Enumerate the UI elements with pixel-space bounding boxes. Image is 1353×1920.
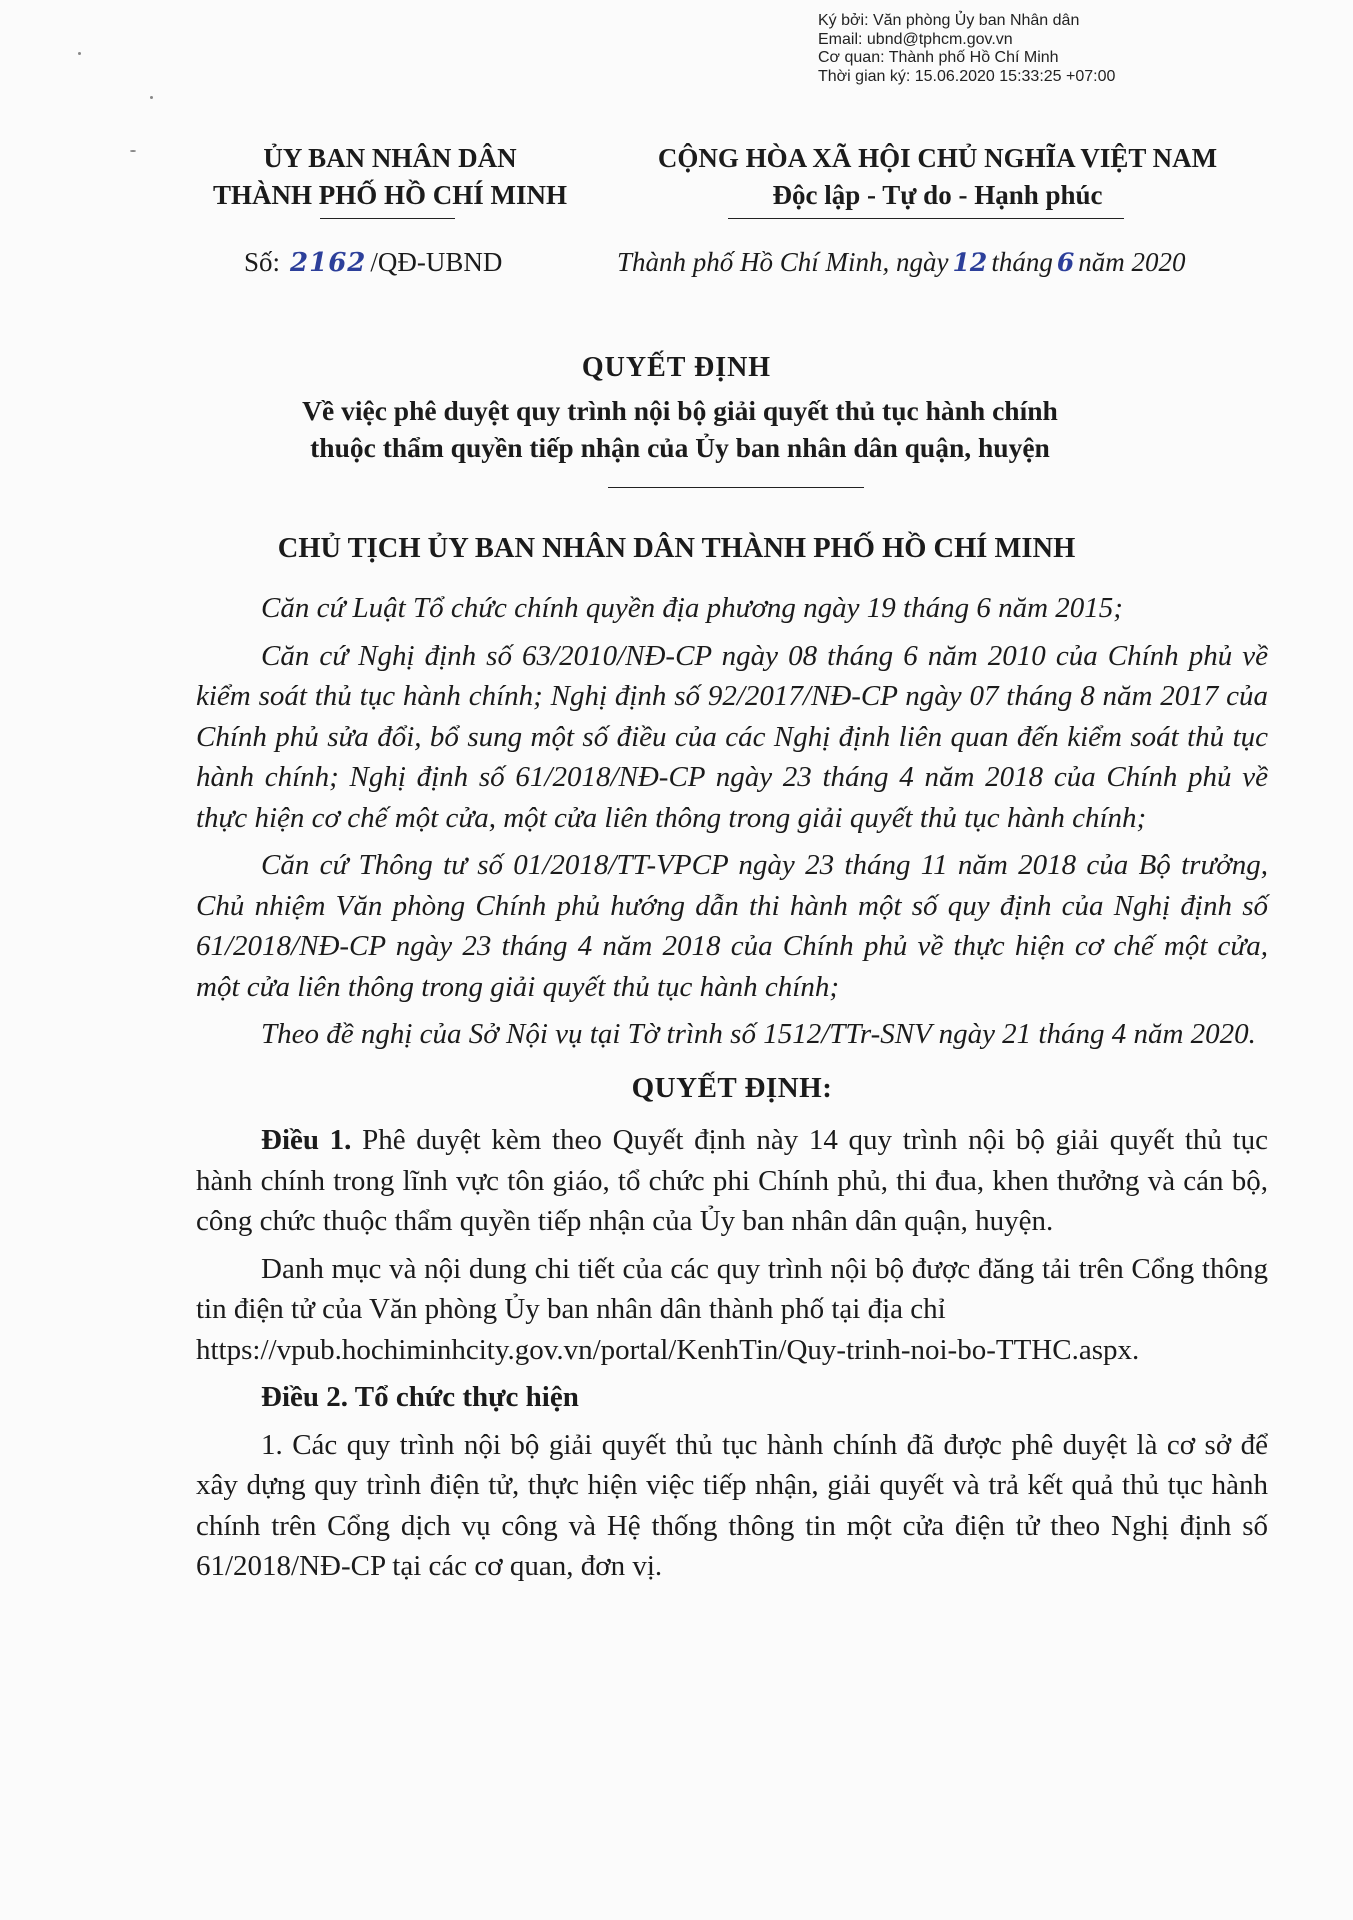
subject-line-2: thuộc thẩm quyền tiếp nhận của Ủy ban nhân dân quận, huyện	[310, 432, 1050, 463]
scan-speck	[150, 96, 153, 99]
month-label: tháng	[991, 247, 1053, 277]
issuing-organization	[170, 140, 610, 214]
signature-signer: Ký bởi: Văn phòng Ủy ban Nhân dân	[818, 12, 1080, 29]
portal-url: https://vpub.hochiminhcity.gov.vn/portal/KenhTin/Quy-trinh-noi-bo-TTHC.aspx.	[196, 1333, 1140, 1366]
subject-line-1: Về việc phê duyệt quy trình nội bộ giải quyết thủ tục hành chính	[302, 395, 1058, 426]
signature-time: Thời gian ký: 15.06.2020 15:33:25 +07:00	[818, 67, 1116, 85]
legal-basis-3: Căn cứ Thông tư số 01/2018/TT-VPCP ngày 23 tháng 11 năm 2018 của Bộ trưởng, Chủ nhiệm Văn phòng Chính phủ hướng dẫn thi hành một số quy định của Nghị định số 61/2018/NĐ-CP ngày 23 tháng 4 năm 2018 của Chính phủ về thực hiện cơ chế một cửa, một cửa liên thông trong giải quyết thủ tục hành chính;	[196, 849, 1268, 1003]
article-1	[196, 1120, 1268, 1242]
scan-speck	[130, 150, 136, 152]
scan-speck	[78, 52, 81, 55]
article-2-item-1: 1. Các quy trình nội bộ giải quyết thủ tục hành chính đã được phê duyệt là cơ sở để xây dựng quy trình điện tử, thực hiện việc tiếp nhận, giải quyết và trả kết quả thủ tục hành chính trên Cổng dịch vụ công và Hệ thống thông tin một cửa điện tử theo Nghị định số 61/2018/NĐ-CP tại các cơ quan, đơn vị.	[196, 1428, 1268, 1582]
document-number	[244, 247, 502, 278]
signature-agency: Cơ quan: Thành phố Hồ Chí Minh	[818, 49, 1059, 66]
digital-signature-block	[818, 12, 1115, 86]
year-label: năm 2020	[1078, 247, 1186, 277]
document-subject	[180, 392, 1180, 466]
org-line-1: ỦY BAN NHÂN DÂN	[263, 143, 517, 173]
article-1-text: Phê duyệt kèm theo Quyết định này 14 quy trình nội bộ giải quyết thủ tục hành chính trong lĩnh vực tôn giáo, tổ chức phi Chính phủ, thi đua, khen thưởng và cán bộ, công chức thuộc thẩm quyền tiếp nhận của Ủy ban nhân dân quận, huyện.	[196, 1124, 1268, 1237]
article-2-label: Điều 2. Tổ chức thực hiện	[261, 1381, 579, 1413]
article-1-label: Điều 1.	[261, 1124, 352, 1156]
place-and-date	[617, 247, 1185, 278]
legal-basis-4: Theo đề nghị của Sở Nội vụ tại Tờ trình số 1512/TTr-SNV ngày 21 tháng 4 năm 2020.	[261, 1018, 1256, 1050]
number-handwritten: 2162	[290, 248, 367, 278]
day-handwritten: 12	[952, 248, 988, 277]
motto: Độc lập - Tự do - Hạnh phúc	[772, 180, 1103, 210]
number-suffix: /QĐ-UBND	[370, 247, 503, 277]
signature-email: Email: ubnd@tphcm.gov.vn	[818, 30, 1013, 48]
org-line-2: THÀNH PHỐ HỒ CHÍ MINH	[212, 180, 567, 210]
nation-name: CỘNG HÒA XÃ HỘI CHỦ NGHĨA VIỆT NAM	[657, 143, 1218, 173]
number-prefix: Số:	[244, 247, 281, 277]
document-body	[196, 588, 1268, 1587]
article-2-heading	[196, 1377, 1268, 1418]
place-prefix: Thành phố Hồ Chí Minh, ngày	[617, 247, 949, 277]
article-1-paragraph-2: Danh mục và nội dung chi tiết của các quy trình nội bộ được đăng tải trên Cổng thông tin điện tử của Văn phòng Ủy ban nhân dân thành phố tại địa chỉ	[196, 1252, 1268, 1325]
title-underline	[608, 487, 864, 488]
motto-underline	[728, 218, 1124, 219]
national-motto	[605, 140, 1270, 214]
decision-heading: QUYẾT ĐỊNH:	[631, 1071, 833, 1104]
issuing-authority: CHỦ TỊCH ỦY BAN NHÂN DÂN THÀNH PHỐ HỒ CHÍ MINH	[277, 533, 1076, 564]
org-underline	[320, 218, 455, 219]
legal-basis-2: Căn cứ Nghị định số 63/2010/NĐ-CP ngày 08 tháng 6 năm 2010 của Chính phủ về kiểm soát thủ tục hành chính; Nghị định số 92/2017/NĐ-CP ngày 07 tháng 8 năm 2017 của Chính phủ sửa đổi, bổ sung một số điều của các Nghị định liên quan đến kiểm soát thủ tục hành chính; Nghị định số 61/2018/NĐ-CP ngày 23 tháng 4 năm 2018 của Chính phủ về thực hiện cơ chế một cửa, một cửa liên thông trong giải quyết thủ tục hành chính;	[196, 639, 1268, 834]
document-type-title: QUYẾT ĐỊNH	[581, 352, 772, 383]
month-handwritten: 6	[1056, 248, 1075, 277]
legal-basis-1: Căn cứ Luật Tổ chức chính quyền địa phương ngày 19 tháng 6 năm 2015;	[261, 592, 1123, 624]
